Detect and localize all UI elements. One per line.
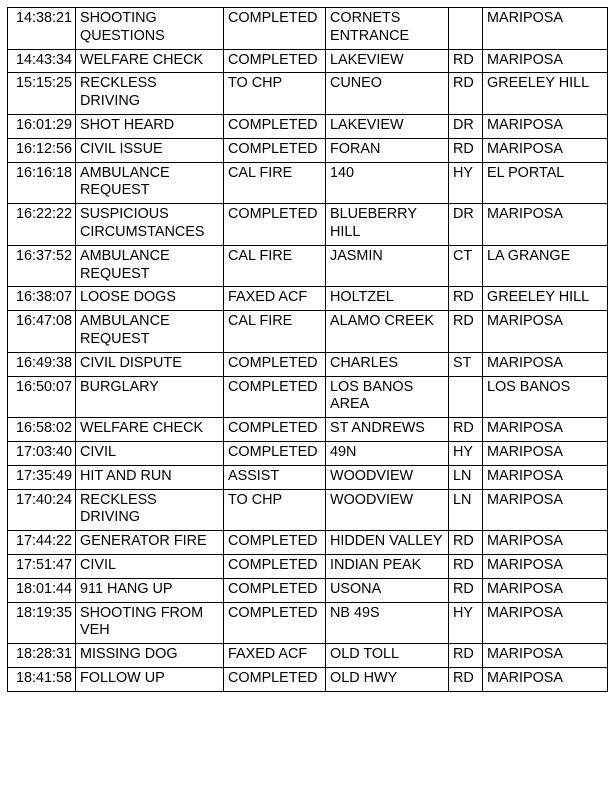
call-city: MARIPOSA xyxy=(483,8,608,50)
call-type: SUSPICIOUS CIRCUMSTANCES xyxy=(76,204,224,246)
table-row xyxy=(8,287,608,311)
call-type: SHOOTING QUESTIONS xyxy=(76,8,224,50)
call-street-suffix: RD xyxy=(449,418,483,442)
table-row xyxy=(8,418,608,442)
call-street: CORNETS ENTRANCE xyxy=(326,8,449,50)
call-city: MARIPOSA xyxy=(483,352,608,376)
call-street-suffix: RD xyxy=(449,49,483,73)
call-street-suffix: LN xyxy=(449,489,483,531)
call-time: 18:01:44 xyxy=(8,578,76,602)
call-disposition: COMPLETED xyxy=(224,138,326,162)
call-time: 16:50:07 xyxy=(8,376,76,418)
call-street-suffix: DR xyxy=(449,114,483,138)
table-row xyxy=(8,531,608,555)
call-street-suffix: RD xyxy=(449,287,483,311)
call-time: 16:47:08 xyxy=(8,311,76,353)
call-city: MARIPOSA xyxy=(483,418,608,442)
table-row xyxy=(8,162,608,204)
call-street: CHARLES xyxy=(326,352,449,376)
call-street-suffix: CT xyxy=(449,245,483,287)
call-street-suffix: ST xyxy=(449,352,483,376)
call-street: OLD HWY xyxy=(326,667,449,691)
call-disposition: CAL FIRE xyxy=(224,245,326,287)
call-type: SHOT HEARD xyxy=(76,114,224,138)
call-type: WELFARE CHECK xyxy=(76,49,224,73)
call-city: EL PORTAL xyxy=(483,162,608,204)
call-street: FORAN xyxy=(326,138,449,162)
call-time: 14:43:34 xyxy=(8,49,76,73)
call-street-suffix: RD xyxy=(449,578,483,602)
call-city: MARIPOSA xyxy=(483,441,608,465)
call-street-suffix: RD xyxy=(449,311,483,353)
table-row xyxy=(8,49,608,73)
table-row xyxy=(8,465,608,489)
call-disposition: FAXED ACF xyxy=(224,644,326,668)
call-type: CIVIL xyxy=(76,441,224,465)
call-street: LOS BANOS AREA xyxy=(326,376,449,418)
call-city: GREELEY HILL xyxy=(483,287,608,311)
call-type: AMBULANCE REQUEST xyxy=(76,162,224,204)
call-street: ST ANDREWS xyxy=(326,418,449,442)
call-street-suffix: HY xyxy=(449,602,483,644)
table-row xyxy=(8,554,608,578)
call-disposition: COMPLETED xyxy=(224,554,326,578)
call-type: LOOSE DOGS xyxy=(76,287,224,311)
call-time: 16:49:38 xyxy=(8,352,76,376)
call-type: HIT AND RUN xyxy=(76,465,224,489)
call-city: MARIPOSA xyxy=(483,204,608,246)
call-time: 18:28:31 xyxy=(8,644,76,668)
table-row xyxy=(8,489,608,531)
call-time: 16:37:52 xyxy=(8,245,76,287)
call-time: 14:38:21 xyxy=(8,8,76,50)
call-time: 17:51:47 xyxy=(8,554,76,578)
call-disposition: TO CHP xyxy=(224,489,326,531)
table-row xyxy=(8,138,608,162)
call-disposition: COMPLETED xyxy=(224,441,326,465)
call-city: MARIPOSA xyxy=(483,667,608,691)
call-street: CUNEO xyxy=(326,73,449,115)
call-type: FOLLOW UP xyxy=(76,667,224,691)
call-street-suffix: RD xyxy=(449,73,483,115)
call-type: CIVIL DISPUTE xyxy=(76,352,224,376)
call-type: 911 HANG UP xyxy=(76,578,224,602)
call-street: HIDDEN VALLEY xyxy=(326,531,449,555)
call-time: 16:22:22 xyxy=(8,204,76,246)
call-disposition: COMPLETED xyxy=(224,204,326,246)
call-street-suffix: RD xyxy=(449,531,483,555)
call-street: USONA xyxy=(326,578,449,602)
call-log-body xyxy=(8,8,608,692)
call-disposition: CAL FIRE xyxy=(224,162,326,204)
table-row xyxy=(8,245,608,287)
call-disposition: COMPLETED xyxy=(224,667,326,691)
call-disposition: COMPLETED xyxy=(224,352,326,376)
call-time: 17:03:40 xyxy=(8,441,76,465)
call-street-suffix: RD xyxy=(449,138,483,162)
call-time: 15:15:25 xyxy=(8,73,76,115)
call-time: 17:35:49 xyxy=(8,465,76,489)
call-disposition: COMPLETED xyxy=(224,531,326,555)
call-time: 16:38:07 xyxy=(8,287,76,311)
call-city: MARIPOSA xyxy=(483,578,608,602)
call-city: MARIPOSA xyxy=(483,114,608,138)
call-type: MISSING DOG xyxy=(76,644,224,668)
call-type: AMBULANCE REQUEST xyxy=(76,311,224,353)
call-time: 17:40:24 xyxy=(8,489,76,531)
call-time: 16:12:56 xyxy=(8,138,76,162)
table-row xyxy=(8,311,608,353)
call-city: MARIPOSA xyxy=(483,49,608,73)
call-street-suffix: RD xyxy=(449,644,483,668)
call-disposition: CAL FIRE xyxy=(224,311,326,353)
call-type: GENERATOR FIRE xyxy=(76,531,224,555)
call-street: LAKEVIEW xyxy=(326,114,449,138)
table-row xyxy=(8,73,608,115)
table-row xyxy=(8,204,608,246)
call-disposition: FAXED ACF xyxy=(224,287,326,311)
call-street: LAKEVIEW xyxy=(326,49,449,73)
call-city: MARIPOSA xyxy=(483,531,608,555)
call-disposition: TO CHP xyxy=(224,73,326,115)
call-city: GREELEY HILL xyxy=(483,73,608,115)
call-street: BLUEBERRY HILL xyxy=(326,204,449,246)
call-type: BURGLARY xyxy=(76,376,224,418)
table-row xyxy=(8,578,608,602)
call-street-suffix xyxy=(449,8,483,50)
call-disposition: COMPLETED xyxy=(224,8,326,50)
call-time: 17:44:22 xyxy=(8,531,76,555)
table-row xyxy=(8,352,608,376)
call-street-suffix: HY xyxy=(449,162,483,204)
call-city: MARIPOSA xyxy=(483,311,608,353)
call-city: MARIPOSA xyxy=(483,554,608,578)
call-city: MARIPOSA xyxy=(483,138,608,162)
call-street-suffix: RD xyxy=(449,554,483,578)
call-type: SHOOTING FROM VEH xyxy=(76,602,224,644)
call-disposition: COMPLETED xyxy=(224,578,326,602)
call-city: MARIPOSA xyxy=(483,465,608,489)
table-row xyxy=(8,644,608,668)
call-log-table xyxy=(7,7,608,692)
call-type: RECKLESS DRIVING xyxy=(76,489,224,531)
call-street: INDIAN PEAK xyxy=(326,554,449,578)
call-type: AMBULANCE REQUEST xyxy=(76,245,224,287)
call-street-suffix xyxy=(449,376,483,418)
call-street: WOODVIEW xyxy=(326,489,449,531)
table-row xyxy=(8,376,608,418)
call-disposition: ASSIST xyxy=(224,465,326,489)
call-disposition: COMPLETED xyxy=(224,602,326,644)
call-street-suffix: LN xyxy=(449,465,483,489)
table-row xyxy=(8,667,608,691)
call-type: CIVIL ISSUE xyxy=(76,138,224,162)
call-street: NB 49S xyxy=(326,602,449,644)
call-street: OLD TOLL xyxy=(326,644,449,668)
call-street: 49N xyxy=(326,441,449,465)
table-row xyxy=(8,8,608,50)
call-city: MARIPOSA xyxy=(483,602,608,644)
call-type: WELFARE CHECK xyxy=(76,418,224,442)
call-street-suffix: DR xyxy=(449,204,483,246)
call-time: 16:16:18 xyxy=(8,162,76,204)
call-disposition: COMPLETED xyxy=(224,418,326,442)
call-disposition: COMPLETED xyxy=(224,49,326,73)
call-time: 16:01:29 xyxy=(8,114,76,138)
call-city: MARIPOSA xyxy=(483,644,608,668)
call-city: LA GRANGE xyxy=(483,245,608,287)
call-street: ALAMO CREEK xyxy=(326,311,449,353)
call-street-suffix: HY xyxy=(449,441,483,465)
table-row xyxy=(8,441,608,465)
call-street-suffix: RD xyxy=(449,667,483,691)
call-street: 140 xyxy=(326,162,449,204)
call-time: 18:19:35 xyxy=(8,602,76,644)
call-street: HOLTZEL xyxy=(326,287,449,311)
call-type: CIVIL xyxy=(76,554,224,578)
table-row xyxy=(8,114,608,138)
call-street: WOODVIEW xyxy=(326,465,449,489)
call-disposition: COMPLETED xyxy=(224,376,326,418)
call-disposition: COMPLETED xyxy=(224,114,326,138)
call-time: 18:41:58 xyxy=(8,667,76,691)
call-city: MARIPOSA xyxy=(483,489,608,531)
table-row xyxy=(8,602,608,644)
call-street: JASMIN xyxy=(326,245,449,287)
call-type: RECKLESS DRIVING xyxy=(76,73,224,115)
call-time: 16:58:02 xyxy=(8,418,76,442)
call-city: LOS BANOS xyxy=(483,376,608,418)
